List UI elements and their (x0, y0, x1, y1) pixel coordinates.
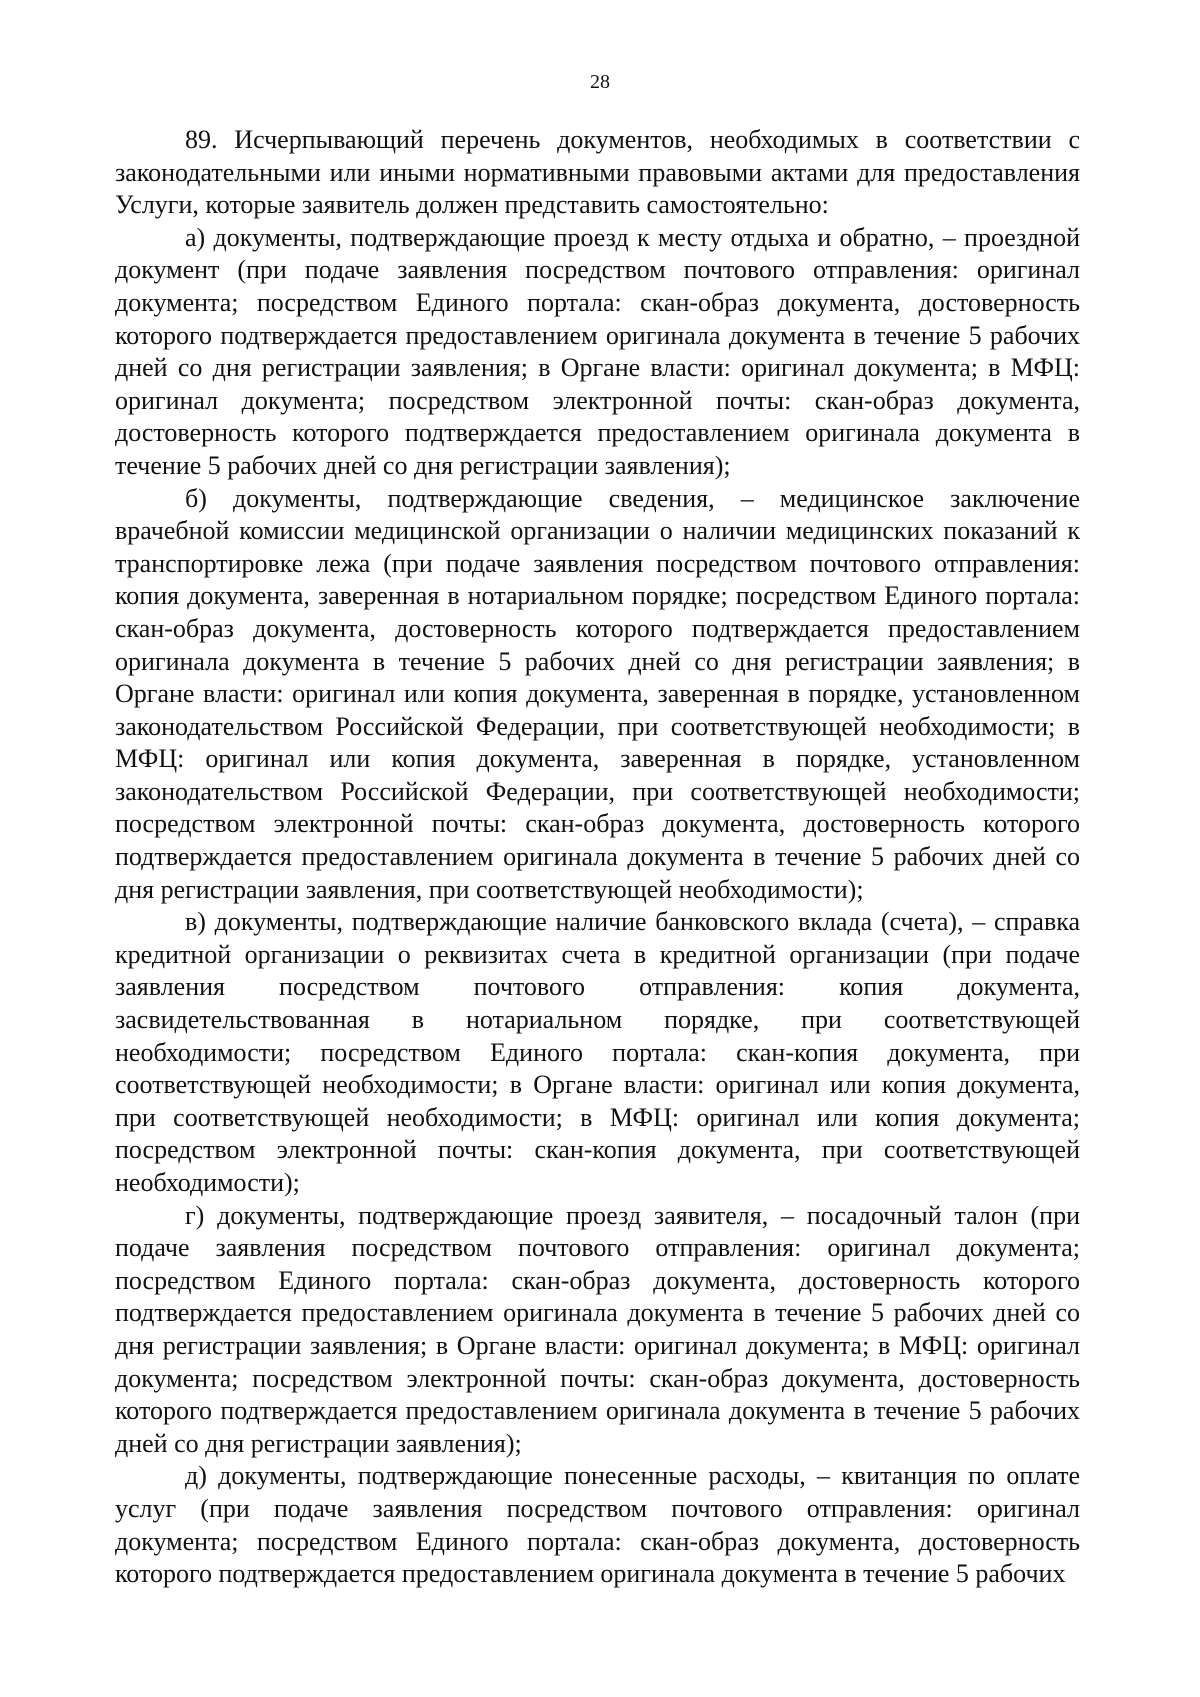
paragraph-item-g: г) документы, подтверждающие проезд заявителя, – посадочный талон (при подаче заявления посредством почтового отправления: оригинал документа; посредством Единого портала: скан-образ документа, достоверность которого подтверждается предоставлением оригинала документа в течение 5 рабочих дней со дня регистрации заявления; в Органе власти: оригинал документа; в МФЦ: оригинал документа; посредством электронной почты: скан-образ документа, достоверность которого подтверждается предоставлением оригинала документа в течение 5 рабочих дней со дня регистрации заявления); (115, 1200, 1080, 1458)
paragraph-89-intro: 89. Исчерпывающий перечень документов, необходимых в соответствии с законодательными или иными нормативными правовыми актами для предоставления Услуги, которые заявитель должен представить самостоятельно: (115, 125, 1080, 220)
paragraph-item-b: б) документы, подтверждающие сведения, – медицинское заключение врачебной комиссии медицинской организации о наличии медицинских показаний к транспортировке лежа (при подаче заявления посредством почтового отправления: копия документа, заверенная в нотариальном порядке; посредством Единого портала: скан-образ документа, достоверность которого подтверждается предоставлением оригинала документа в течение 5 рабочих дней со дня регистрации заявления; в Органе власти: оригинал или копия документа, заверенная в порядке, установленном законодательством Российской Федерации, при соответствующей необходимости; в МФЦ: оригинал или копия документа, заверенная в порядке, установленном законодательством Российской Федерации, при соответствующей необходимости; посредством электронной почты: скан-образ документа, достоверность которого подтверждается предоставлением оригинала документа в течение 5 рабочих дней со дня регистрации заявления, при соответствующей необходимости); (115, 483, 1080, 904)
page-number: 28 (590, 71, 610, 93)
paragraph-item-d: д) документы, подтверждающие понесенные расходы, – квитанция по оплате услуг (при подаче заявления посредством почтового отправления: оригинал документа; посредством Единого портала: скан-образ документа, достоверность которого подтверждается предоставлением оригинала документа в течение 5 рабочих (115, 1461, 1080, 1589)
document-body (115, 124, 1080, 1591)
paragraph-item-v: в) документы, подтверждающие наличие банковского вклада (счета), – справка кредитной организации о реквизитах счета в кредитной организации (при подаче заявления посредством почтового отправления: копия документа, засвидетельствованная в нотариальном порядке, при соответствующей необходимости; посредством Единого портала: скан-копия документа, при соответствующей необходимости; в Органе власти: оригинал или копия документа, при соответствующей необходимости; в МФЦ: оригинал или копия документа; посредством электронной почты: скан-копия документа, при соответствующей необходимости); (115, 907, 1080, 1197)
paragraph-item-a: а) документы, подтверждающие проезд к месту отдыха и обратно, – проездной документ (при подаче заявления посредством почтового отправления: оригинал документа; посредством Единого портала: скан-образ документа, достоверность которого подтверждается предоставлением оригинала документа в течение 5 рабочих дней со дня регистрации заявления; в Органе власти: оригинал документа; в МФЦ: оригинал документа; посредством электронной почты: скан-образ документа, достоверность которого подтверждается предоставлением оригинала документа в течение 5 рабочих дней со дня регистрации заявления); (115, 222, 1080, 480)
